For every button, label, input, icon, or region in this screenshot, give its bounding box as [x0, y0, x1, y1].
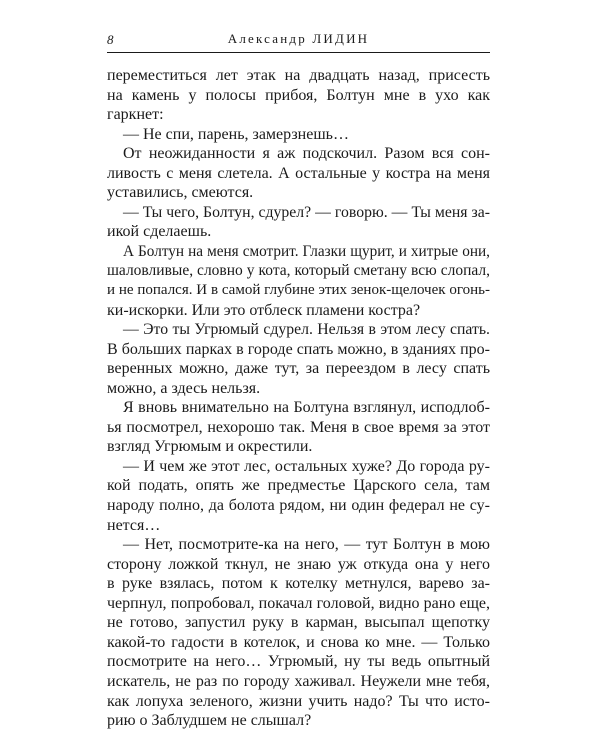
text-line: кой подать, опять же предместье Царского села, там	[107, 477, 490, 495]
text-line: уставились, смеются.	[107, 184, 254, 202]
text-line: посмотрите на него… Угрюмый, ну ты ведь опытный	[107, 653, 490, 671]
text-line: не готово, запустил руку в карман, высыпал щепотку	[107, 614, 490, 632]
running-head	[107, 30, 490, 52]
text-line: ливость с меня слетела. А остальные у костра на меня	[107, 164, 490, 182]
text-line: искатель, не раз по городу хаживал. Неужели мне тебя,	[107, 672, 490, 690]
text-line: и не попался. И в самой глубине этих зенок-щелочек огонь-	[107, 282, 490, 299]
text-line: в руке взялась, потом к котелку метнулся, варево за-	[107, 575, 490, 593]
text-line: веренных можно, даже тут, за переездом в лесу спать	[107, 360, 490, 378]
text-line: народу полно, да болота рядом, ни один федерал не су-	[107, 497, 490, 515]
text-line: какой-то гадости в котелок, и снова ко мне. — Только	[107, 633, 490, 651]
text-line: От неожиданности я аж подскочил. Разом вся сон-	[123, 145, 490, 163]
body-text	[107, 66, 490, 731]
text-line: переместиться лет этак на двадцать назад, присесть	[107, 67, 490, 84]
text-line: черпнул, попробовал, покачал головой, видно рано еще,	[107, 594, 490, 612]
header-rule	[107, 52, 490, 53]
author-name: Александр ЛИДИН	[227, 31, 370, 46]
text-line: шаловливые, словно у кота, который сметану всю слопал,	[107, 262, 490, 280]
text-line: — Нет, посмотрите-ка на него, — тут Болтун в мою	[123, 536, 490, 554]
page-number: 8	[107, 32, 114, 47]
text-line: — Это ты Угрюмый сдурел. Нельзя в этом лесу спать.	[123, 321, 490, 339]
text-line: гаркнет:	[107, 106, 164, 124]
text-line: — И чем же этот лес, остальных хуже? До города ру-	[123, 457, 490, 475]
text-line: можно, а здесь нельзя.	[107, 379, 261, 397]
text-line: рию о Заблудшем не слышал?	[107, 712, 312, 730]
text-line: ки-искорки. Или это отблеск пламени костра?	[107, 301, 421, 319]
text-line: — Не спи, парень, замерзнешь…	[123, 125, 349, 143]
text-line: сторону ложкой ткнул, не знаю уж откуда она у него	[107, 555, 490, 573]
text-line: как лопуха зеленого, жизни учить надо? Ты что исто-	[107, 692, 490, 710]
text-line: ья посмотрел, нехорошо так. Меня в свое время за этот	[107, 418, 490, 436]
text-line: икой сделаешь.	[107, 223, 212, 241]
text-line: А Болтун на меня смотрит. Глазки щурит, и хитрые они,	[123, 242, 490, 260]
text-line: В больших парках в городе спать можно, в зданиях про-	[107, 340, 490, 358]
text-line: Я вновь внимательно на Болтуна взглянул, исподлоб-	[123, 399, 490, 417]
text-line: нется…	[107, 516, 161, 534]
text-line: на камень у полосы прибоя, Болтун мне в ухо как	[107, 86, 490, 104]
text-line: взгляд Угрюмым и окрестили.	[107, 438, 313, 456]
text-line: — Ты чего, Болтун, сдурел? — говорю. — Ты меня за-	[123, 203, 490, 221]
